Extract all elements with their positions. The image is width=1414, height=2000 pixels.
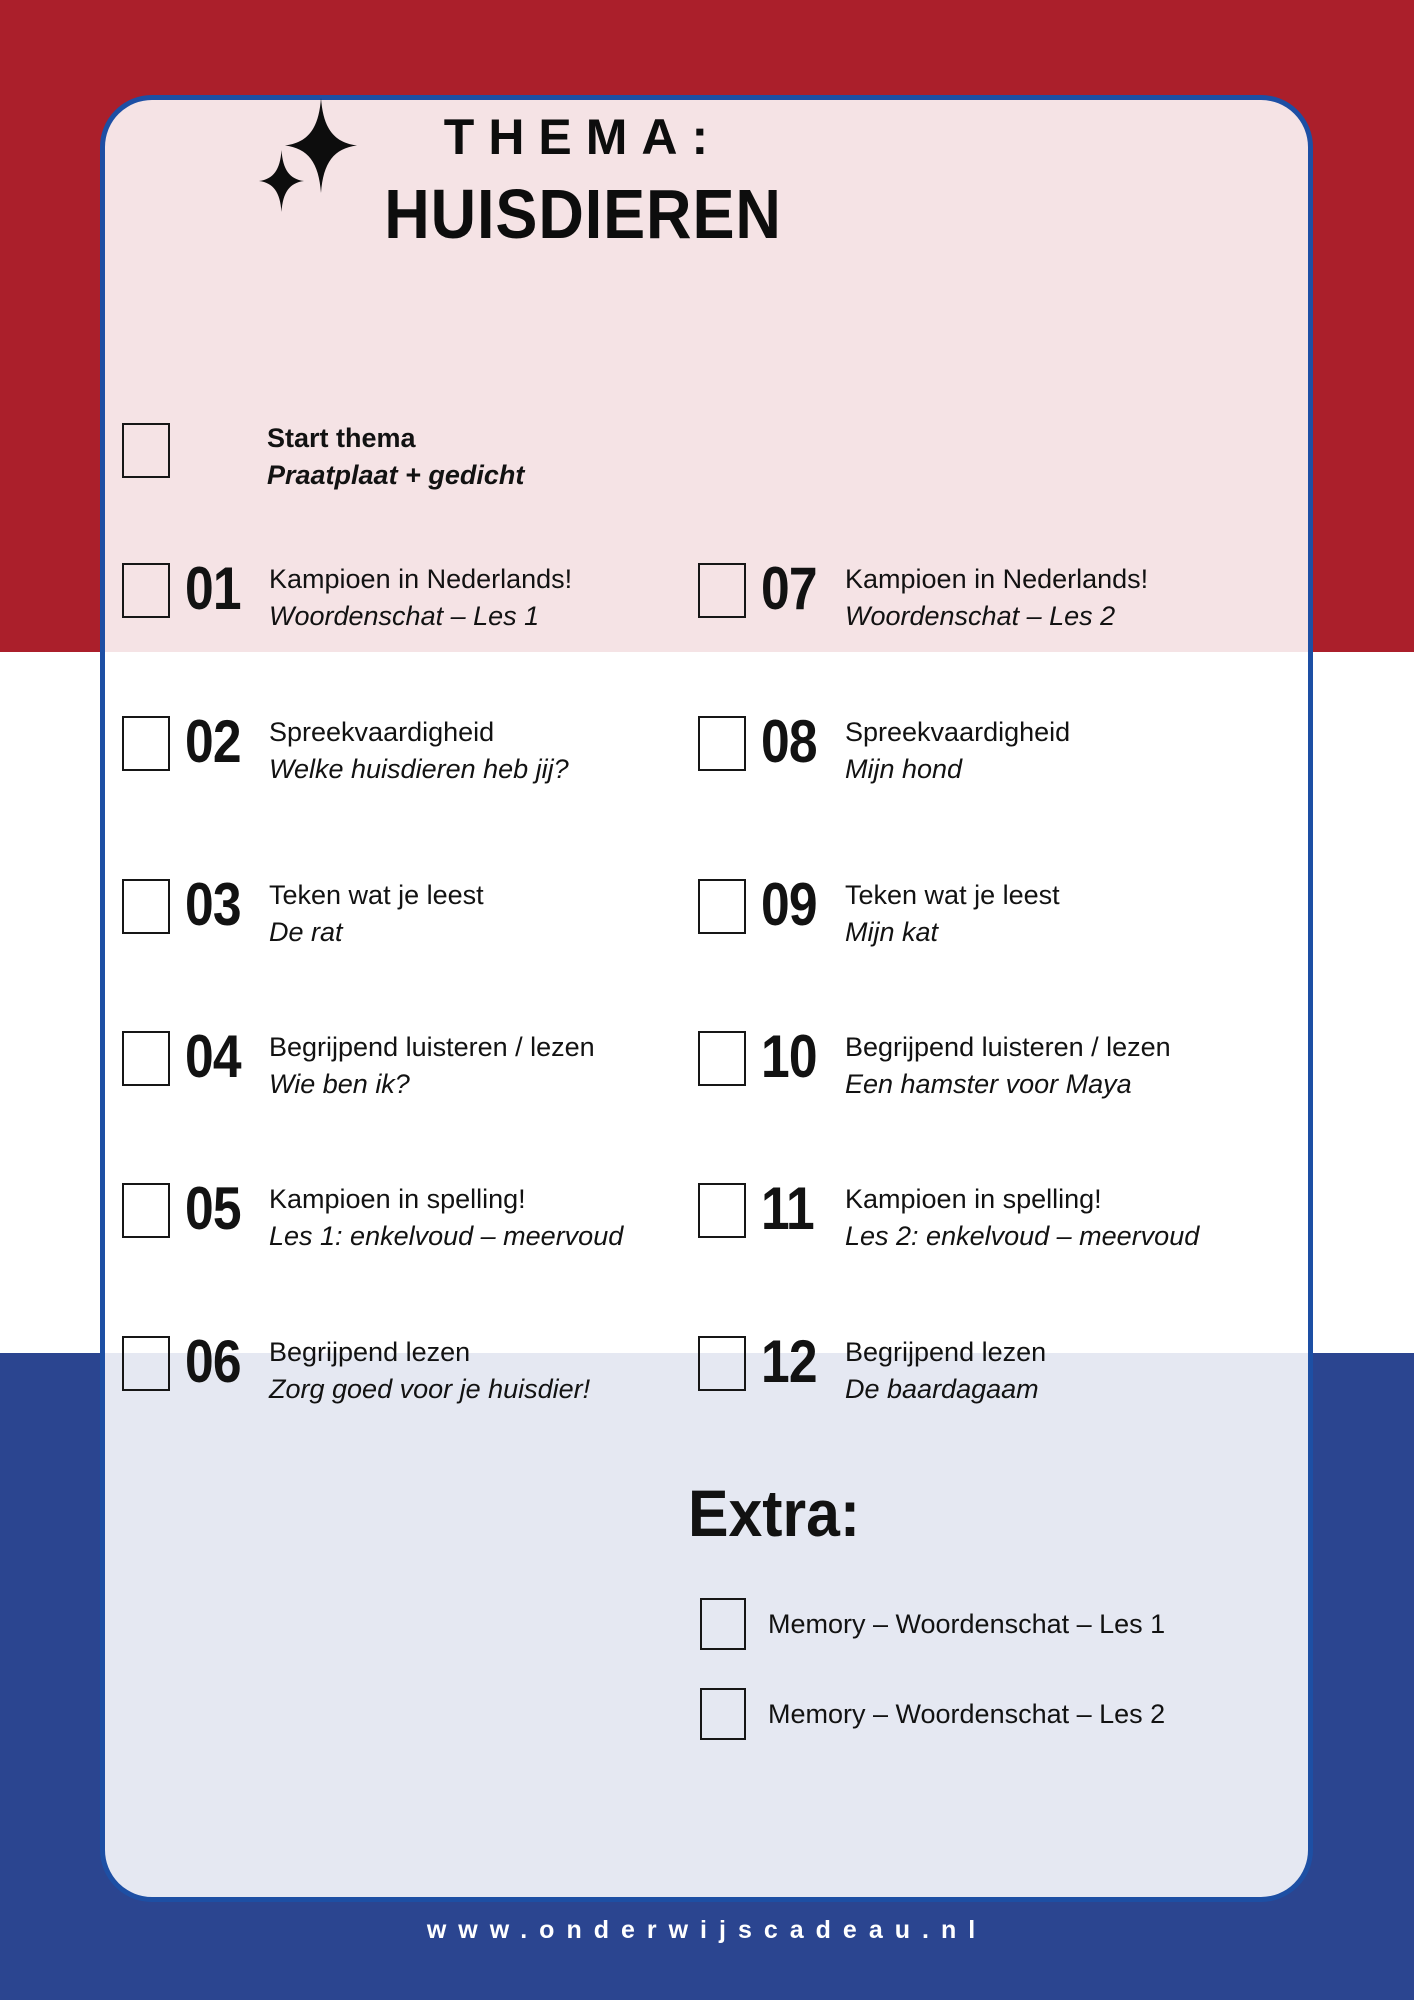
checklist-item-05 bbox=[122, 1175, 624, 1255]
item-title: Begrijpend lezen bbox=[845, 1337, 1047, 1367]
checklist-item-06 bbox=[122, 1328, 591, 1408]
item-number: 02 bbox=[185, 708, 241, 775]
item-number: 07 bbox=[761, 555, 817, 622]
item-title: Kampioen in Nederlands! bbox=[845, 564, 1149, 594]
checklist-card bbox=[100, 95, 1313, 1902]
checklist-item-02 bbox=[122, 708, 569, 788]
item-checkbox[interactable] bbox=[698, 1336, 746, 1391]
item-number: 05 bbox=[185, 1175, 241, 1242]
item-subtitle: Mijn hond bbox=[845, 754, 963, 784]
header bbox=[283, 108, 883, 252]
extra-item-2 bbox=[700, 1688, 1165, 1740]
item-subtitle: Welke huisdieren heb jij? bbox=[269, 754, 569, 784]
item-subtitle: Een hamster voor Maya bbox=[845, 1069, 1132, 1099]
extra-item-label: Memory – Woordenschat – Les 2 bbox=[768, 1698, 1166, 1729]
item-number: 06 bbox=[185, 1328, 241, 1395]
checklist-item-04 bbox=[122, 1023, 595, 1103]
start-item-title: Start thema bbox=[267, 423, 416, 453]
item-subtitle: Les 2: enkelvoud – meervoud bbox=[845, 1221, 1200, 1251]
item-checkbox[interactable] bbox=[122, 716, 170, 771]
item-checkbox[interactable] bbox=[698, 1031, 746, 1086]
item-number: 03 bbox=[185, 871, 241, 938]
extra-item-label: Memory – Woordenschat – Les 1 bbox=[768, 1608, 1166, 1639]
item-number: 01 bbox=[185, 555, 241, 622]
item-subtitle: Zorg goed voor je huisdier! bbox=[269, 1374, 591, 1404]
checklist-item-12 bbox=[698, 1328, 1047, 1408]
item-checkbox[interactable] bbox=[698, 563, 746, 618]
item-subtitle: De baardagaam bbox=[845, 1374, 1039, 1404]
checklist-item-09 bbox=[698, 871, 1060, 951]
item-number: 12 bbox=[761, 1328, 817, 1395]
checklist-item-11 bbox=[698, 1175, 1200, 1255]
extra-item-checkbox[interactable] bbox=[700, 1688, 746, 1740]
item-subtitle: Wie ben ik? bbox=[269, 1069, 410, 1099]
item-checkbox[interactable] bbox=[122, 1183, 170, 1238]
footer-url: www.onderwijscadeau.nl bbox=[426, 1916, 988, 1944]
checklist-item-07 bbox=[698, 555, 1149, 635]
item-title: Begrijpend luisteren / lezen bbox=[269, 1032, 595, 1062]
item-checkbox[interactable] bbox=[698, 1183, 746, 1238]
extra-item-1 bbox=[700, 1598, 1165, 1650]
item-subtitle: Woordenschat – Les 1 bbox=[269, 601, 540, 631]
checklist-item-01 bbox=[122, 555, 573, 635]
start-item-subtitle: Praatplaat + gedicht bbox=[267, 460, 525, 490]
item-subtitle: Mijn kat bbox=[845, 917, 939, 947]
item-subtitle: De rat bbox=[269, 917, 343, 947]
item-title: Spreekvaardigheid bbox=[845, 717, 1071, 747]
item-number: 08 bbox=[761, 708, 817, 775]
item-subtitle: Les 1: enkelvoud – meervoud bbox=[269, 1221, 624, 1251]
item-title: Begrijpend lezen bbox=[269, 1337, 471, 1367]
item-title: Begrijpend luisteren / lezen bbox=[845, 1032, 1171, 1062]
item-number: 11 bbox=[761, 1175, 814, 1242]
start-item-checkbox[interactable] bbox=[122, 423, 170, 478]
item-number: 10 bbox=[761, 1023, 817, 1090]
item-checkbox[interactable] bbox=[122, 1336, 170, 1391]
extra-heading: Extra: bbox=[688, 1476, 861, 1550]
checklist-item-03 bbox=[122, 871, 484, 951]
start-item bbox=[122, 420, 524, 494]
item-title: Spreekvaardigheid bbox=[269, 717, 495, 747]
page-title: HUISDIEREN bbox=[384, 175, 782, 253]
item-subtitle: Woordenschat – Les 2 bbox=[845, 601, 1116, 631]
item-checkbox[interactable] bbox=[698, 879, 746, 934]
item-checkbox[interactable] bbox=[122, 563, 170, 618]
item-number: 04 bbox=[185, 1023, 241, 1090]
checklist-item-08 bbox=[698, 708, 1071, 788]
checklist-item-10 bbox=[698, 1023, 1171, 1103]
item-title: Kampioen in spelling! bbox=[845, 1184, 1102, 1214]
item-title: Teken wat je leest bbox=[269, 880, 484, 910]
item-checkbox[interactable] bbox=[698, 716, 746, 771]
item-title: Teken wat je leest bbox=[845, 880, 1060, 910]
item-title: Kampioen in Nederlands! bbox=[269, 564, 573, 594]
item-checkbox[interactable] bbox=[122, 879, 170, 934]
item-title: Kampioen in spelling! bbox=[269, 1184, 526, 1214]
extra-item-checkbox[interactable] bbox=[700, 1598, 746, 1650]
page-title-prefix: THEMA: bbox=[443, 109, 723, 165]
item-number: 09 bbox=[761, 871, 817, 938]
item-checkbox[interactable] bbox=[122, 1031, 170, 1086]
